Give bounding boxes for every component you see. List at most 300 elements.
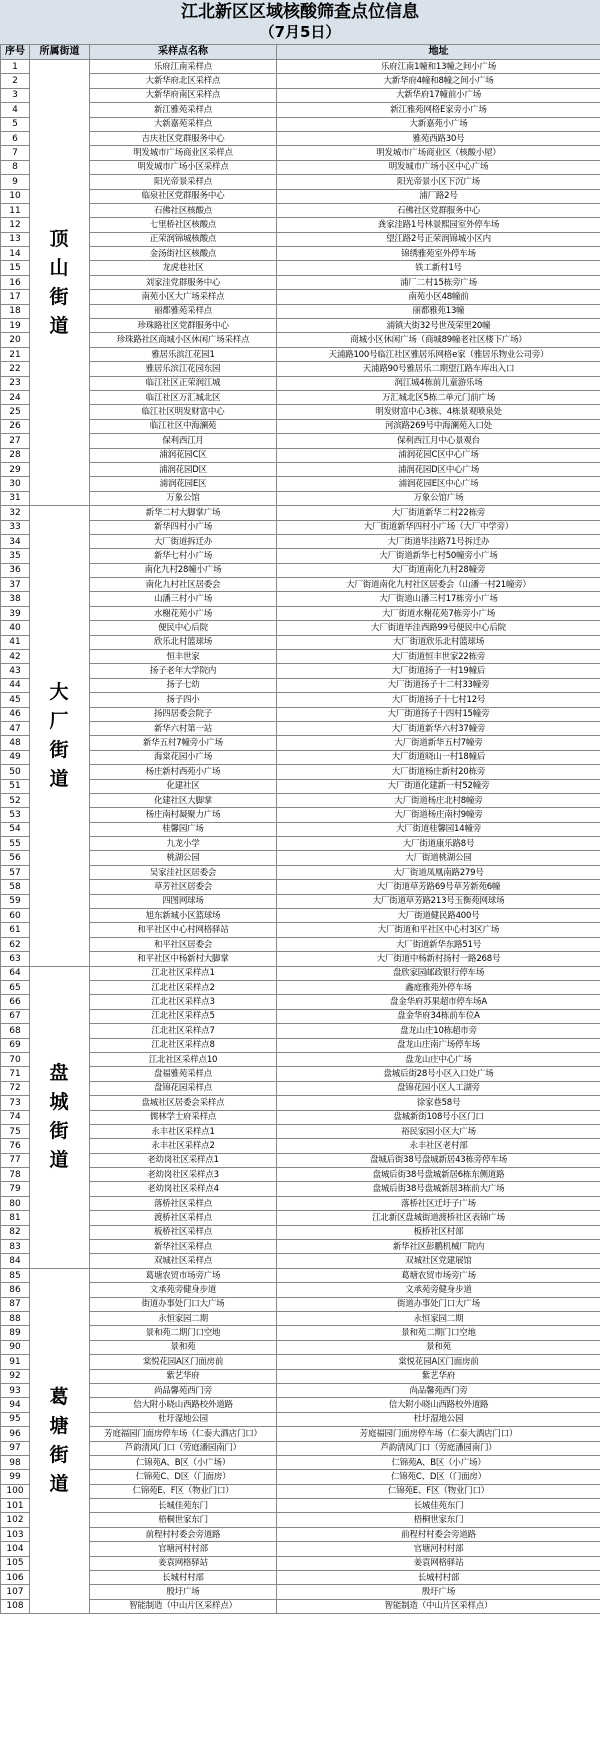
- site-name: 和平社区中心村网格驿站: [90, 923, 277, 937]
- site-name: 珍珠路社区商城小区休闲广场采样点: [90, 333, 277, 347]
- site-name: 新华五村7幢旁小广场: [90, 736, 277, 750]
- site-address: 永丰社区老村部: [277, 1139, 600, 1153]
- site-address: 双城社区党建展馆: [277, 1254, 600, 1268]
- site-name: 街道办事处门口大广场: [90, 1297, 277, 1311]
- table-row: [1, 1355, 600, 1369]
- site-name: 盘锦花园采样点: [90, 1081, 277, 1095]
- site-name: 仁锦苑C、D区（门面房）: [90, 1470, 277, 1484]
- site-address: 大厂街道扬子十二村33幢旁: [277, 678, 600, 692]
- table-row: [1, 1240, 600, 1254]
- site-address: 浦润花园C区中心广场: [277, 448, 600, 462]
- row-index: 29: [1, 462, 30, 476]
- site-address: 盘龙山庄10栋超市旁: [277, 1024, 600, 1038]
- site-name: 欣乐北村篮球场: [90, 635, 277, 649]
- row-index: 61: [1, 923, 30, 937]
- site-address: 大厂街道化建新一村52幢旁: [277, 779, 600, 793]
- row-index: 8: [1, 160, 30, 174]
- site-address: 大厂街道扬子一村19幢后: [277, 664, 600, 678]
- row-index: 77: [1, 1153, 30, 1167]
- row-index: 94: [1, 1398, 30, 1412]
- table-row: [1, 1484, 600, 1498]
- site-address: 徐家巷58号: [277, 1096, 600, 1110]
- table-row: [1, 419, 600, 433]
- table-body: [1, 60, 600, 1614]
- table-row: [1, 1513, 600, 1527]
- site-address: 大厂街道新华六村37幢旁: [277, 721, 600, 735]
- site-name: 海棠花园小广场: [90, 750, 277, 764]
- table-row: [1, 1383, 600, 1397]
- site-name: 江北社区采样点10: [90, 1052, 277, 1066]
- site-address: 大厂街道草芳路213号玉衡苑网球场: [277, 894, 600, 908]
- table-row: [1, 1009, 600, 1023]
- row-index: 23: [1, 376, 30, 390]
- row-index: 90: [1, 1340, 30, 1354]
- site-address: 街道办事处门口大广场: [277, 1297, 600, 1311]
- row-index: 1: [1, 60, 30, 74]
- table-row: [1, 1196, 600, 1210]
- row-index: 19: [1, 319, 30, 333]
- row-index: 52: [1, 793, 30, 807]
- site-address: 商城小区休闲广场（商城89幢老社区楼下广场）: [277, 333, 600, 347]
- row-index: 45: [1, 693, 30, 707]
- table-row: [1, 1283, 600, 1297]
- table-row: [1, 290, 600, 304]
- site-address: 大厂街道杨庄新村20栋旁: [277, 765, 600, 779]
- row-index: 71: [1, 1067, 30, 1081]
- site-name: 盘福雅苑采样点: [90, 1067, 277, 1081]
- row-index: 102: [1, 1513, 30, 1527]
- table-row: [1, 1369, 600, 1383]
- site-address: 前程村村委会旁道路: [277, 1527, 600, 1541]
- site-name: 浦润花园E区: [90, 477, 277, 491]
- site-name: 仁锦苑E、F区（物业门口）: [90, 1484, 277, 1498]
- row-index: 105: [1, 1556, 30, 1570]
- site-address: 大新嘉苑小广场: [277, 117, 600, 131]
- site-address: 官塘河村村部: [277, 1542, 600, 1556]
- row-index: 99: [1, 1470, 30, 1484]
- site-name: 乐府江南采样点: [90, 60, 277, 74]
- header-street: 所属街道: [30, 45, 90, 60]
- row-index: 22: [1, 362, 30, 376]
- site-address: 新华社区彭鹏机械厂院内: [277, 1240, 600, 1254]
- site-address: 万象公馆广场: [277, 491, 600, 505]
- table-row: [1, 506, 600, 520]
- table-row: [1, 721, 600, 735]
- row-index: 88: [1, 1311, 30, 1325]
- row-index: 5: [1, 117, 30, 131]
- street-name-text: 大厂街道: [49, 680, 70, 790]
- table-row: [1, 146, 600, 160]
- site-address: 新江雅苑网格E家旁小广场: [277, 103, 600, 117]
- site-name: 江北社区采样点5: [90, 1009, 277, 1023]
- table-row: [1, 1268, 600, 1282]
- table-row: [1, 1254, 600, 1268]
- table-row: [1, 1081, 600, 1095]
- table-row: [1, 1038, 600, 1052]
- site-address: 盘城新街108号小区门口: [277, 1110, 600, 1124]
- table-row: [1, 362, 600, 376]
- table-row: [1, 1470, 600, 1484]
- row-index: 20: [1, 333, 30, 347]
- row-index: 63: [1, 952, 30, 966]
- table-row: [1, 304, 600, 318]
- site-name: 大厂街道拆迁办: [90, 534, 277, 548]
- row-index: 39: [1, 606, 30, 620]
- site-address: 大厂街道凤凰南路279号: [277, 865, 600, 879]
- row-index: 41: [1, 635, 30, 649]
- street-name-text: 顶山街道: [49, 227, 70, 337]
- site-name: 大新嘉苑采样点: [90, 117, 277, 131]
- table-row: [1, 275, 600, 289]
- row-index: 106: [1, 1571, 30, 1585]
- row-index: 37: [1, 578, 30, 592]
- site-name: 长城佳苑东门: [90, 1499, 277, 1513]
- site-address: 天浦路90号雅居乐二期望江路车库出入口: [277, 362, 600, 376]
- site-name: 恒丰世家: [90, 650, 277, 664]
- site-address: 丽都雅苑13幢: [277, 304, 600, 318]
- site-name: 南化九村社区居委会: [90, 578, 277, 592]
- table-row: [1, 1340, 600, 1354]
- table-row: [1, 707, 600, 721]
- site-address: 尚品馨苑西门旁: [277, 1383, 600, 1397]
- site-name: 正荣润锦城核酸点: [90, 232, 277, 246]
- row-index: 40: [1, 621, 30, 635]
- table-row: [1, 232, 600, 246]
- row-index: 14: [1, 247, 30, 261]
- site-name: 江北社区采样点7: [90, 1024, 277, 1038]
- row-index: 96: [1, 1427, 30, 1441]
- row-index: 72: [1, 1081, 30, 1095]
- row-index: 73: [1, 1096, 30, 1110]
- title-block: [0, 0, 600, 45]
- row-index: 86: [1, 1283, 30, 1297]
- site-name: 扬子四小: [90, 693, 277, 707]
- site-address: 龚家洼路1号林景熙园室外停车场: [277, 218, 600, 232]
- site-address: 芦韵清风门口（劳庭潘园南门）: [277, 1441, 600, 1455]
- site-name: 浦润花园C区: [90, 448, 277, 462]
- table-row: [1, 851, 600, 865]
- site-address: 大厂街道桂馨园14幢旁: [277, 822, 600, 836]
- row-index: 11: [1, 203, 30, 217]
- table-row: [1, 1225, 600, 1239]
- table-row: [1, 117, 600, 131]
- site-address: 仁锦苑C、D区（门面房）: [277, 1470, 600, 1484]
- table-row: [1, 203, 600, 217]
- row-index: 36: [1, 563, 30, 577]
- site-address: 大厂街道和平社区中心村3区广场: [277, 923, 600, 937]
- site-name: 刘家洼党群服务中心: [90, 275, 277, 289]
- site-name: 临江社区明发财富中心: [90, 405, 277, 419]
- site-address: 仁锦苑A、B区（小广场）: [277, 1455, 600, 1469]
- row-index: 80: [1, 1196, 30, 1210]
- table-row: [1, 520, 600, 534]
- row-index: 26: [1, 419, 30, 433]
- table-row: [1, 1211, 600, 1225]
- site-name: 新华四村小广场: [90, 520, 277, 534]
- site-name: 龙虎巷社区: [90, 261, 277, 275]
- site-address: 盘城后街38号盘城新居6栋东侧道路: [277, 1168, 600, 1182]
- site-address: 大厂街道杨庄北村8幢旁: [277, 793, 600, 807]
- table-row: [1, 333, 600, 347]
- table-row: [1, 635, 600, 649]
- site-name: 老幼岗社区采样点3: [90, 1168, 277, 1182]
- site-name: 雅居乐滨江花园1: [90, 347, 277, 361]
- site-name: 殷圩广场: [90, 1585, 277, 1599]
- row-index: 76: [1, 1139, 30, 1153]
- site-name: 芦韵清风门口（劳庭潘园南门）: [90, 1441, 277, 1455]
- site-name: 化建社区大脚掌: [90, 793, 277, 807]
- row-index: 4: [1, 103, 30, 117]
- site-address: 大厂街道桃湖公园: [277, 851, 600, 865]
- site-name: 雅居乐滨江花园东园: [90, 362, 277, 376]
- table-row: [1, 218, 600, 232]
- site-address: 大新华府4幢和8幢之间小广场: [277, 74, 600, 88]
- site-name: 扬子七幼: [90, 678, 277, 692]
- table-row: [1, 1096, 600, 1110]
- site-name: 山潘三村小广场: [90, 592, 277, 606]
- table-row: [1, 1542, 600, 1556]
- row-index: 12: [1, 218, 30, 232]
- table-row: [1, 1527, 600, 1541]
- site-address: 大厂街道中杨新村扬村一路268号: [277, 952, 600, 966]
- site-address: 浦润花园E区中心广场: [277, 477, 600, 491]
- table-row: [1, 390, 600, 404]
- site-address: 大厂街道山潘三村17栋旁小广场: [277, 592, 600, 606]
- site-address: 大厂街道欣乐北村篮球场: [277, 635, 600, 649]
- row-index: 25: [1, 405, 30, 419]
- row-index: 69: [1, 1038, 30, 1052]
- page-date: （7月5日）: [259, 23, 341, 41]
- table-row: [1, 981, 600, 995]
- site-name: 四图网球场: [90, 894, 277, 908]
- street-name-text: 盘城街道: [49, 1062, 70, 1172]
- site-address: 盘金华府34栋前车位A: [277, 1009, 600, 1023]
- row-index: 50: [1, 765, 30, 779]
- header-site-name: 采样点名称: [90, 45, 277, 60]
- site-name: 保利西江月: [90, 434, 277, 448]
- row-index: 67: [1, 1009, 30, 1023]
- table-row: [1, 765, 600, 779]
- site-name: 落桥社区采样点: [90, 1196, 277, 1210]
- site-name: 吉庆社区党群服务中心: [90, 131, 277, 145]
- site-address: 大厂街道南化九村28幢旁: [277, 563, 600, 577]
- row-index: 85: [1, 1268, 30, 1282]
- table-row: [1, 750, 600, 764]
- row-index: 89: [1, 1326, 30, 1340]
- site-address: 大厂街道杨庄南村9幢旁: [277, 808, 600, 822]
- site-name: 芳庭福园门面房停车场（仁泰大酒店门口）: [90, 1427, 277, 1441]
- table-row: [1, 1110, 600, 1124]
- table-row: [1, 1326, 600, 1340]
- site-name: 化建社区: [90, 779, 277, 793]
- table-row: [1, 347, 600, 361]
- site-name: 浦润花园D区: [90, 462, 277, 476]
- site-name: 梧桐世家东门: [90, 1513, 277, 1527]
- table-row: [1, 1153, 600, 1167]
- site-address: 景和苑二期门口空地: [277, 1326, 600, 1340]
- site-name: 景和苑二期门口空地: [90, 1326, 277, 1340]
- row-index: 83: [1, 1240, 30, 1254]
- row-index: 68: [1, 1024, 30, 1038]
- site-name: 永恒家园二期: [90, 1311, 277, 1325]
- site-address: 仁锦苑E、F区（物业门口）: [277, 1484, 600, 1498]
- site-name: 南化九村28幢小广场: [90, 563, 277, 577]
- site-name: 永丰社区采样点2: [90, 1139, 277, 1153]
- site-name: 和平社区居委会: [90, 937, 277, 951]
- table-row: [1, 1398, 600, 1412]
- table-row: [1, 462, 600, 476]
- site-address: 天浦路100号临江社区雅居乐网格e家（雅居乐物业公司旁）: [277, 347, 600, 361]
- site-name: 阳光帝景采样点: [90, 175, 277, 189]
- sampling-sites-table: [0, 44, 600, 1614]
- site-name: 丽都雅苑采样点: [90, 304, 277, 318]
- row-index: 6: [1, 131, 30, 145]
- table-row: [1, 1124, 600, 1138]
- site-address: 盘龙山庄南广场停车场: [277, 1038, 600, 1052]
- site-name: 盘城社区居委会采样点: [90, 1096, 277, 1110]
- site-address: 景和苑: [277, 1340, 600, 1354]
- row-index: 30: [1, 477, 30, 491]
- site-address: 明发财富中心3栋、4栋景观喷泉处: [277, 405, 600, 419]
- site-address: 智能制造（中山片区采样点）: [277, 1599, 600, 1613]
- site-name: 仁锦苑A、B区（小广场）: [90, 1455, 277, 1469]
- site-address: 大厂街道扬子十四村15幢旁: [277, 707, 600, 721]
- site-name: 儒林学士府采样点: [90, 1110, 277, 1124]
- site-name: 大新华府北区采样点: [90, 74, 277, 88]
- site-address: 信大附小晓山西路校外道路: [277, 1398, 600, 1412]
- site-address: 大厂街道水榭花苑7栋旁小广场: [277, 606, 600, 620]
- table-row: [1, 189, 600, 203]
- table-header-row: [1, 45, 600, 60]
- site-name: 草芳社区居委会: [90, 880, 277, 894]
- table-row: [1, 448, 600, 462]
- site-name: 珍珠路社区党群服务中心: [90, 319, 277, 333]
- row-index: 98: [1, 1455, 30, 1469]
- row-index: 13: [1, 232, 30, 246]
- site-address: 大厂街道新华四村小广场（大厂中学旁）: [277, 520, 600, 534]
- table-row: [1, 808, 600, 822]
- row-index: 17: [1, 290, 30, 304]
- table-row: [1, 534, 600, 548]
- street-name: [30, 506, 90, 967]
- street-name-text: 葛塘街道: [49, 1386, 70, 1495]
- table-row: [1, 1427, 600, 1441]
- site-address: 大厂街道毕洼西路99号便民中心后院: [277, 621, 600, 635]
- site-address: 石佛社区党群服务中心: [277, 203, 600, 217]
- site-address: 阳光帝景小区下沉广场: [277, 175, 600, 189]
- table-row: [1, 822, 600, 836]
- row-index: 100: [1, 1484, 30, 1498]
- site-address: 文承苑旁健身步道: [277, 1283, 600, 1297]
- site-name: 新华二村大脚掌广场: [90, 506, 277, 520]
- site-name: 大新华府南区采样点: [90, 88, 277, 102]
- site-name: 七里桥社区核酸点: [90, 218, 277, 232]
- site-address: 河滨路269号中海澜苑入口处: [277, 419, 600, 433]
- site-name: 新华社区采样点: [90, 1240, 277, 1254]
- table-row: [1, 736, 600, 750]
- table-row: [1, 664, 600, 678]
- site-name: 文承苑旁健身步道: [90, 1283, 277, 1297]
- site-name: 板桥社区采样点: [90, 1225, 277, 1239]
- site-address: 芳庭福园门面房停车场（仁泰大酒店门口）: [277, 1427, 600, 1441]
- site-name: 景和苑: [90, 1340, 277, 1354]
- table-row: [1, 376, 600, 390]
- site-name: 渡桥社区采样点: [90, 1211, 277, 1225]
- row-index: 7: [1, 146, 30, 160]
- site-name: 双城社区采样点: [90, 1254, 277, 1268]
- table-row: [1, 247, 600, 261]
- row-index: 32: [1, 506, 30, 520]
- row-index: 53: [1, 808, 30, 822]
- site-address: 南苑小区48幢前: [277, 290, 600, 304]
- row-index: 81: [1, 1211, 30, 1225]
- row-index: 65: [1, 981, 30, 995]
- table-row: [1, 693, 600, 707]
- site-address: 盘城后街38号盘城新居3栋前大广场: [277, 1182, 600, 1196]
- site-name: 杜圩湿地公园: [90, 1412, 277, 1426]
- row-index: 24: [1, 390, 30, 404]
- site-name: 姜袁网格驿站: [90, 1556, 277, 1570]
- row-index: 28: [1, 448, 30, 462]
- site-name: 旭东新城小区篮球场: [90, 909, 277, 923]
- table-row: [1, 1052, 600, 1066]
- site-name: 江北社区采样点3: [90, 995, 277, 1009]
- table-row: [1, 563, 600, 577]
- row-index: 108: [1, 1599, 30, 1613]
- row-index: 87: [1, 1297, 30, 1311]
- site-address: 板桥社区村部: [277, 1225, 600, 1239]
- site-address: 大厂街道扬子十七村12号: [277, 693, 600, 707]
- site-name: 石佛社区核酸点: [90, 203, 277, 217]
- table-row: [1, 952, 600, 966]
- site-name: 和平社区中杨新村大脚掌: [90, 952, 277, 966]
- site-name: 江北社区采样点8: [90, 1038, 277, 1052]
- table-row: [1, 1585, 600, 1599]
- site-address: 大厂街道恒丰世家22栋旁: [277, 650, 600, 664]
- site-name: 信大附小晓山西路校外道路: [90, 1398, 277, 1412]
- row-index: 43: [1, 664, 30, 678]
- row-index: 84: [1, 1254, 30, 1268]
- site-address: 盘城后街38号盘城新居43栋旁停车场: [277, 1153, 600, 1167]
- table-row: [1, 1139, 600, 1153]
- row-index: 9: [1, 175, 30, 189]
- site-name: 江北社区采样点1: [90, 966, 277, 980]
- site-name: 扬四居委会院子: [90, 707, 277, 721]
- site-address: 殷圩广场: [277, 1585, 600, 1599]
- table-row: [1, 793, 600, 807]
- row-index: 104: [1, 1542, 30, 1556]
- table-row: [1, 678, 600, 692]
- site-name: 永丰社区采样点1: [90, 1124, 277, 1138]
- row-index: 33: [1, 520, 30, 534]
- table-row: [1, 1599, 600, 1613]
- row-index: 42: [1, 650, 30, 664]
- site-name: 水榭花苑小广场: [90, 606, 277, 620]
- row-index: 78: [1, 1168, 30, 1182]
- table-row: [1, 909, 600, 923]
- table-row: [1, 837, 600, 851]
- site-name: 万象公馆: [90, 491, 277, 505]
- row-index: 60: [1, 909, 30, 923]
- page-title: 江北新区区域核酸筛查点位信息: [181, 2, 419, 22]
- site-address: 长城村村部: [277, 1571, 600, 1585]
- table-row: [1, 1297, 600, 1311]
- site-address: 永恒家园二期: [277, 1311, 600, 1325]
- table-row: [1, 74, 600, 88]
- row-index: 92: [1, 1369, 30, 1383]
- row-index: 27: [1, 434, 30, 448]
- table-row: [1, 103, 600, 117]
